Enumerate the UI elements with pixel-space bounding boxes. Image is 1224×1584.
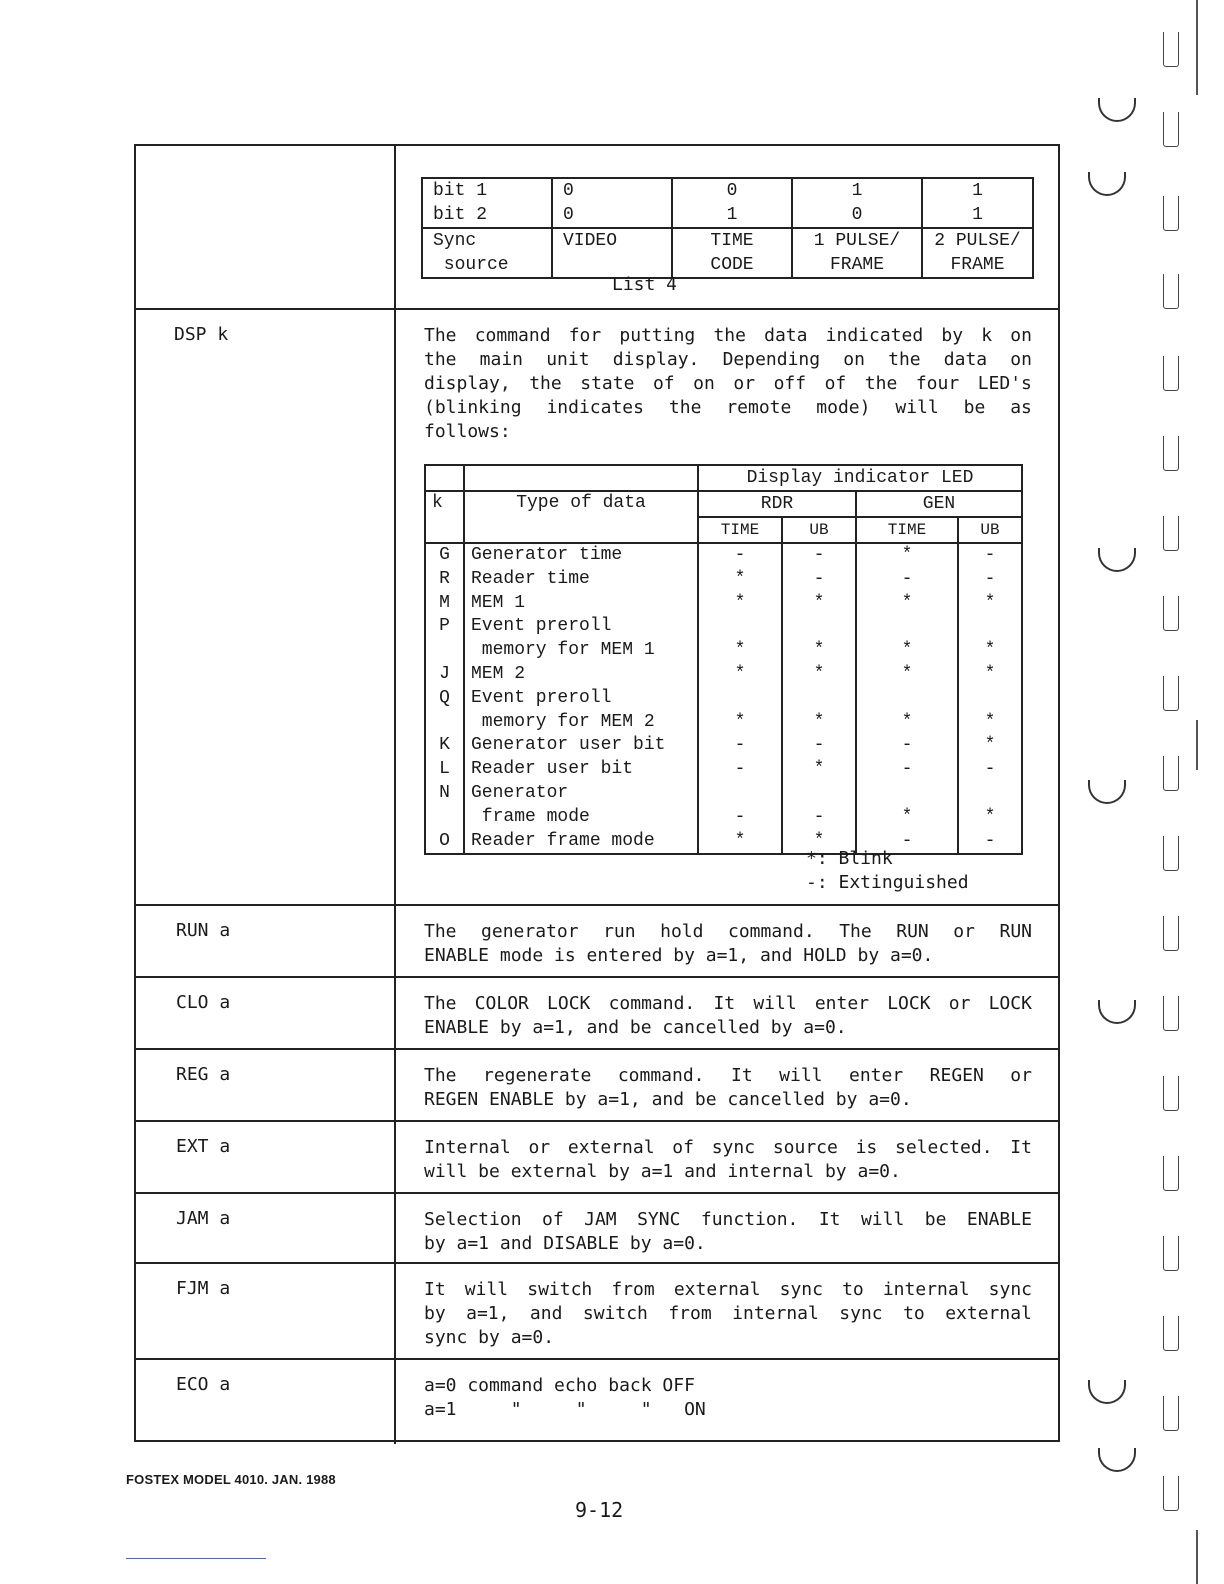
- list4-source-0: VIDEO: [552, 228, 672, 278]
- word: sync: [711, 1137, 756, 1158]
- column-divider: [394, 1264, 396, 1358]
- word: as: [1010, 397, 1032, 418]
- word: the: [713, 325, 746, 346]
- word: Internal: [424, 1137, 511, 1158]
- description-line: [424, 1208, 1032, 1232]
- word: RUN: [896, 921, 929, 942]
- command-description: [424, 1278, 1032, 1350]
- binder-tab-mark: [1163, 112, 1179, 147]
- command-row: [136, 1050, 1058, 1122]
- word: off: [773, 373, 807, 394]
- word: k: [981, 325, 993, 346]
- word: command.: [608, 993, 696, 1014]
- binder-tab-mark: [1163, 1236, 1179, 1271]
- word: by: [424, 1303, 446, 1324]
- binder-tab-mark: [1163, 1476, 1179, 1511]
- word: remote: [726, 397, 792, 418]
- list4-source-2: 1 PULSE/ FRAME: [792, 228, 922, 278]
- list4-table: [421, 177, 1034, 279]
- word: on: [1010, 349, 1032, 370]
- list4-bits-0: 0 0: [552, 178, 672, 228]
- word: ENABLE by a=1, and be cancelled by a=0.: [424, 1017, 847, 1038]
- word: of: [824, 373, 847, 394]
- page-number: 9-12: [575, 1498, 624, 1522]
- list4-source-1: TIME CODE: [672, 228, 792, 278]
- word: The: [424, 921, 457, 942]
- word: or: [733, 373, 756, 394]
- word: be: [924, 1209, 947, 1230]
- word: or: [528, 1137, 551, 1158]
- list4-bits-1: 0 1: [672, 178, 792, 228]
- description-line: [424, 348, 1032, 372]
- page-edge-line: [1196, 1530, 1198, 1584]
- list4-bits-label: bit 1 bit 2: [422, 178, 552, 228]
- column-divider: [394, 310, 396, 904]
- word: It: [424, 1279, 446, 1300]
- rdr-time-header: TIME: [698, 517, 782, 543]
- dsp-description: [424, 324, 1032, 444]
- word: enter: [848, 1065, 904, 1086]
- command-row: [136, 1194, 1058, 1264]
- binder-tab-mark: [1163, 436, 1179, 471]
- punch-hole-mark: [1098, 548, 1136, 572]
- command-description: [424, 1208, 1032, 1256]
- command-row: [136, 1264, 1058, 1360]
- word: indicated: [825, 325, 924, 346]
- type-header: Type of data: [464, 491, 698, 543]
- command-table: [134, 144, 1060, 1442]
- punch-hole-mark: [1088, 1380, 1126, 1404]
- blank-cell: [464, 465, 698, 491]
- rdr-ub-column: - - * * * * - * - *: [782, 543, 856, 854]
- binder-tab-mark: [1163, 836, 1179, 871]
- led-body-row: [425, 543, 1022, 854]
- column-divider: [394, 1122, 396, 1192]
- command-description: [424, 992, 1032, 1040]
- description-line: [424, 1088, 1032, 1112]
- punch-hole-mark: [1098, 98, 1136, 122]
- word: command: [474, 325, 551, 346]
- word: follows:: [424, 421, 511, 442]
- word: display.: [612, 349, 700, 370]
- word: will be external by a=1 and internal by a=0.: [424, 1161, 901, 1182]
- word: a=0 command echo back OFF: [424, 1375, 695, 1396]
- word: a=1 " " " ON: [424, 1399, 706, 1420]
- word: the: [424, 349, 457, 370]
- description-line: [424, 944, 1032, 968]
- description-line: [424, 1016, 1032, 1040]
- description-line: [424, 396, 1032, 420]
- rdr-header: RDR: [698, 491, 856, 517]
- dsp-row: [136, 310, 1058, 906]
- description-line: [424, 1160, 1032, 1184]
- list4-bits-row: [422, 178, 1033, 228]
- word: selected.: [895, 1137, 993, 1158]
- word: command.: [617, 1065, 705, 1086]
- word: It: [731, 1065, 753, 1086]
- word: putting: [619, 325, 696, 346]
- description-line: [424, 1398, 1032, 1422]
- binder-tab-mark: [1163, 1156, 1179, 1191]
- binder-tab-mark: [1163, 356, 1179, 391]
- legend-blink: *: Blink: [806, 848, 893, 869]
- description-line: [424, 1136, 1032, 1160]
- punch-hole-mark: [1088, 780, 1126, 804]
- word: is: [855, 1137, 878, 1158]
- word: on: [843, 349, 865, 370]
- list4-bits-3: 1 1: [922, 178, 1033, 228]
- command-name: JAM a: [176, 1208, 231, 1229]
- command-row: [136, 1360, 1058, 1444]
- command-name: EXT a: [176, 1136, 231, 1157]
- k-column: G R M P J Q K L N O: [425, 543, 464, 854]
- word: be: [963, 397, 986, 418]
- display-led-table: [424, 464, 1023, 855]
- type-column: Generator time Reader time MEM 1 Event preroll memory for MEM 1 MEM 2 Event preroll memory for MEM 2 Generator user bit Reader user bit Generator frame mode Reader frame mode: [464, 543, 698, 854]
- command-name: RUN a: [176, 920, 231, 941]
- column-divider: [394, 1360, 396, 1444]
- description-line: [424, 420, 1032, 444]
- word: COLOR: [474, 993, 529, 1014]
- binder-tab-mark: [1163, 1396, 1179, 1431]
- description-line: [424, 992, 1032, 1016]
- word: It: [713, 993, 736, 1014]
- gen-ub-header: UB: [958, 517, 1022, 543]
- binder-tab-mark: [1163, 676, 1179, 711]
- word: will: [753, 993, 797, 1014]
- command-name: CLO a: [176, 992, 231, 1013]
- command-row: [136, 978, 1058, 1050]
- word: generator: [481, 921, 579, 942]
- binder-tab-mark: [1163, 32, 1179, 67]
- word: switch: [527, 1279, 593, 1300]
- binder-tab-mark: [1163, 196, 1179, 231]
- word: The: [839, 921, 872, 942]
- command-name: ECO a: [176, 1374, 231, 1395]
- gen-time-header: TIME: [856, 517, 958, 543]
- command-name: DSP k: [174, 324, 229, 345]
- word: RUN: [999, 921, 1032, 942]
- led-header-row-1: [425, 465, 1022, 491]
- word: external: [945, 1303, 1032, 1324]
- command-name: FJM a: [176, 1278, 231, 1299]
- word: switch: [582, 1303, 648, 1324]
- word: data: [764, 325, 808, 346]
- word: sync by a=0.: [424, 1327, 555, 1348]
- binder-tab-mark: [1163, 996, 1179, 1031]
- led-group-header: Display indicator LED: [698, 465, 1022, 491]
- word: regenerate: [482, 1065, 592, 1086]
- word: main: [479, 349, 524, 370]
- column-divider: [394, 146, 396, 308]
- binder-tab-mark: [1163, 1316, 1179, 1351]
- description-line: [424, 1278, 1032, 1302]
- column-divider: [394, 906, 396, 976]
- word: will: [464, 1279, 509, 1300]
- word: to: [842, 1279, 864, 1300]
- word: internal: [732, 1303, 819, 1324]
- word: run: [603, 921, 636, 942]
- word: the: [864, 373, 898, 394]
- word: SYNC: [637, 1209, 681, 1230]
- command-row: [136, 1122, 1058, 1194]
- column-divider: [394, 978, 396, 1048]
- k-header: k: [425, 491, 464, 543]
- word: LED's: [977, 373, 1032, 394]
- description-line: [424, 324, 1032, 348]
- command-name: REG a: [176, 1064, 231, 1085]
- page-edge-line: [1196, 0, 1198, 95]
- word: hold: [660, 921, 704, 942]
- binder-tab-mark: [1163, 756, 1179, 791]
- word: or: [948, 993, 971, 1014]
- word: sync: [779, 1279, 823, 1300]
- word: to: [903, 1303, 925, 1324]
- led-header-row-2: [425, 491, 1022, 517]
- punch-hole-mark: [1098, 1448, 1136, 1472]
- word: LOCK: [887, 993, 931, 1014]
- word: by: [941, 325, 964, 346]
- word: state: [580, 373, 635, 394]
- binder-tab-mark: [1163, 274, 1179, 309]
- word: mode): [816, 397, 871, 418]
- page-edge-line: [1196, 720, 1198, 770]
- word: external: [567, 1137, 655, 1158]
- punch-hole-mark: [1098, 1000, 1136, 1024]
- word: ENABLE mode is entered by a=1, and HOLD by a=0.: [424, 945, 934, 966]
- description-line: [424, 1302, 1032, 1326]
- word: sync: [839, 1303, 883, 1324]
- word: for: [568, 325, 602, 346]
- binder-tab-mark: [1163, 596, 1179, 631]
- command-row: [136, 906, 1058, 978]
- word: REGEN ENABLE by a=1, and be cancelled by a=0.: [424, 1089, 912, 1110]
- column-divider: [394, 1050, 396, 1120]
- word: from: [668, 1303, 712, 1324]
- legend-extinguished: -: Extinguished: [806, 872, 969, 893]
- binder-tab-mark: [1163, 916, 1179, 951]
- command-description: [424, 1064, 1032, 1112]
- word: It: [1010, 1137, 1032, 1158]
- word: The: [424, 325, 457, 346]
- word: will: [779, 1065, 823, 1086]
- list4-source-3: 2 PULSE/ FRAME: [922, 228, 1033, 278]
- word: the: [529, 373, 562, 394]
- description-line: [424, 1374, 1032, 1398]
- command-description: [424, 1374, 1032, 1422]
- word: of: [652, 373, 675, 394]
- word: ENABLE: [966, 1209, 1032, 1230]
- word: JAM: [584, 1209, 617, 1230]
- word: of: [541, 1209, 564, 1230]
- description-line: [424, 1232, 1032, 1256]
- word: the: [668, 397, 702, 418]
- word: enter: [814, 993, 870, 1014]
- word: on: [1010, 325, 1032, 346]
- word: will: [895, 397, 939, 418]
- list4-caption: List 4: [612, 274, 678, 295]
- word: data: [943, 349, 988, 370]
- gen-time-column: * - * * * * - - * -: [856, 543, 958, 854]
- word: a=1,: [466, 1303, 510, 1324]
- description-line: [424, 372, 1032, 396]
- rdr-ub-header: UB: [782, 517, 856, 543]
- word: display,: [424, 373, 511, 394]
- word: LOCK: [988, 993, 1032, 1014]
- description-line: [424, 1326, 1032, 1350]
- description-line: [424, 1064, 1032, 1088]
- word: The: [424, 993, 457, 1014]
- list4-source-label: Sync source: [422, 228, 552, 278]
- word: on: [693, 373, 715, 394]
- word: internal: [882, 1279, 970, 1300]
- word: function.: [700, 1209, 799, 1230]
- column-divider: [394, 1194, 396, 1262]
- word: (blinking: [424, 397, 522, 418]
- list4-row: [136, 146, 1058, 310]
- list4-source-row: [422, 228, 1033, 278]
- word: source: [772, 1137, 838, 1158]
- description-line: [424, 920, 1032, 944]
- punch-hole-mark: [1088, 172, 1126, 196]
- word: It: [818, 1209, 841, 1230]
- word: unit: [546, 349, 590, 370]
- binder-tab-mark: [1163, 1076, 1179, 1111]
- word: LOCK: [547, 993, 591, 1014]
- footer-brand: FOSTEX MODEL 4010. JAN. 1988: [126, 1472, 336, 1487]
- blank-cell: [425, 465, 464, 491]
- word: The: [424, 1065, 457, 1086]
- list4-bits-2: 1 0: [792, 178, 922, 228]
- word: of: [672, 1137, 694, 1158]
- word: REGEN: [929, 1065, 984, 1086]
- word: indicates: [546, 397, 644, 418]
- word: Depending: [722, 349, 821, 370]
- word: by a=1 and DISABLE by a=0.: [424, 1233, 706, 1254]
- rdr-time-column: - * * * * * - - - *: [698, 543, 782, 854]
- word: or: [1010, 1065, 1032, 1086]
- command-description: [424, 920, 1032, 968]
- footer-rule: [126, 1558, 266, 1559]
- word: external: [673, 1279, 761, 1300]
- word: the: [888, 349, 921, 370]
- word: from: [611, 1279, 655, 1300]
- word: Selection: [424, 1209, 522, 1230]
- word: four: [915, 373, 960, 394]
- command-description: [424, 1136, 1032, 1184]
- gen-header: GEN: [856, 491, 1022, 517]
- word: command.: [728, 921, 815, 942]
- gen-ub-column: - - * * * * * - * -: [958, 543, 1022, 854]
- word: and: [529, 1303, 563, 1324]
- word: or: [953, 921, 975, 942]
- word: will: [860, 1209, 905, 1230]
- word: sync: [988, 1279, 1032, 1300]
- binder-tab-mark: [1163, 516, 1179, 551]
